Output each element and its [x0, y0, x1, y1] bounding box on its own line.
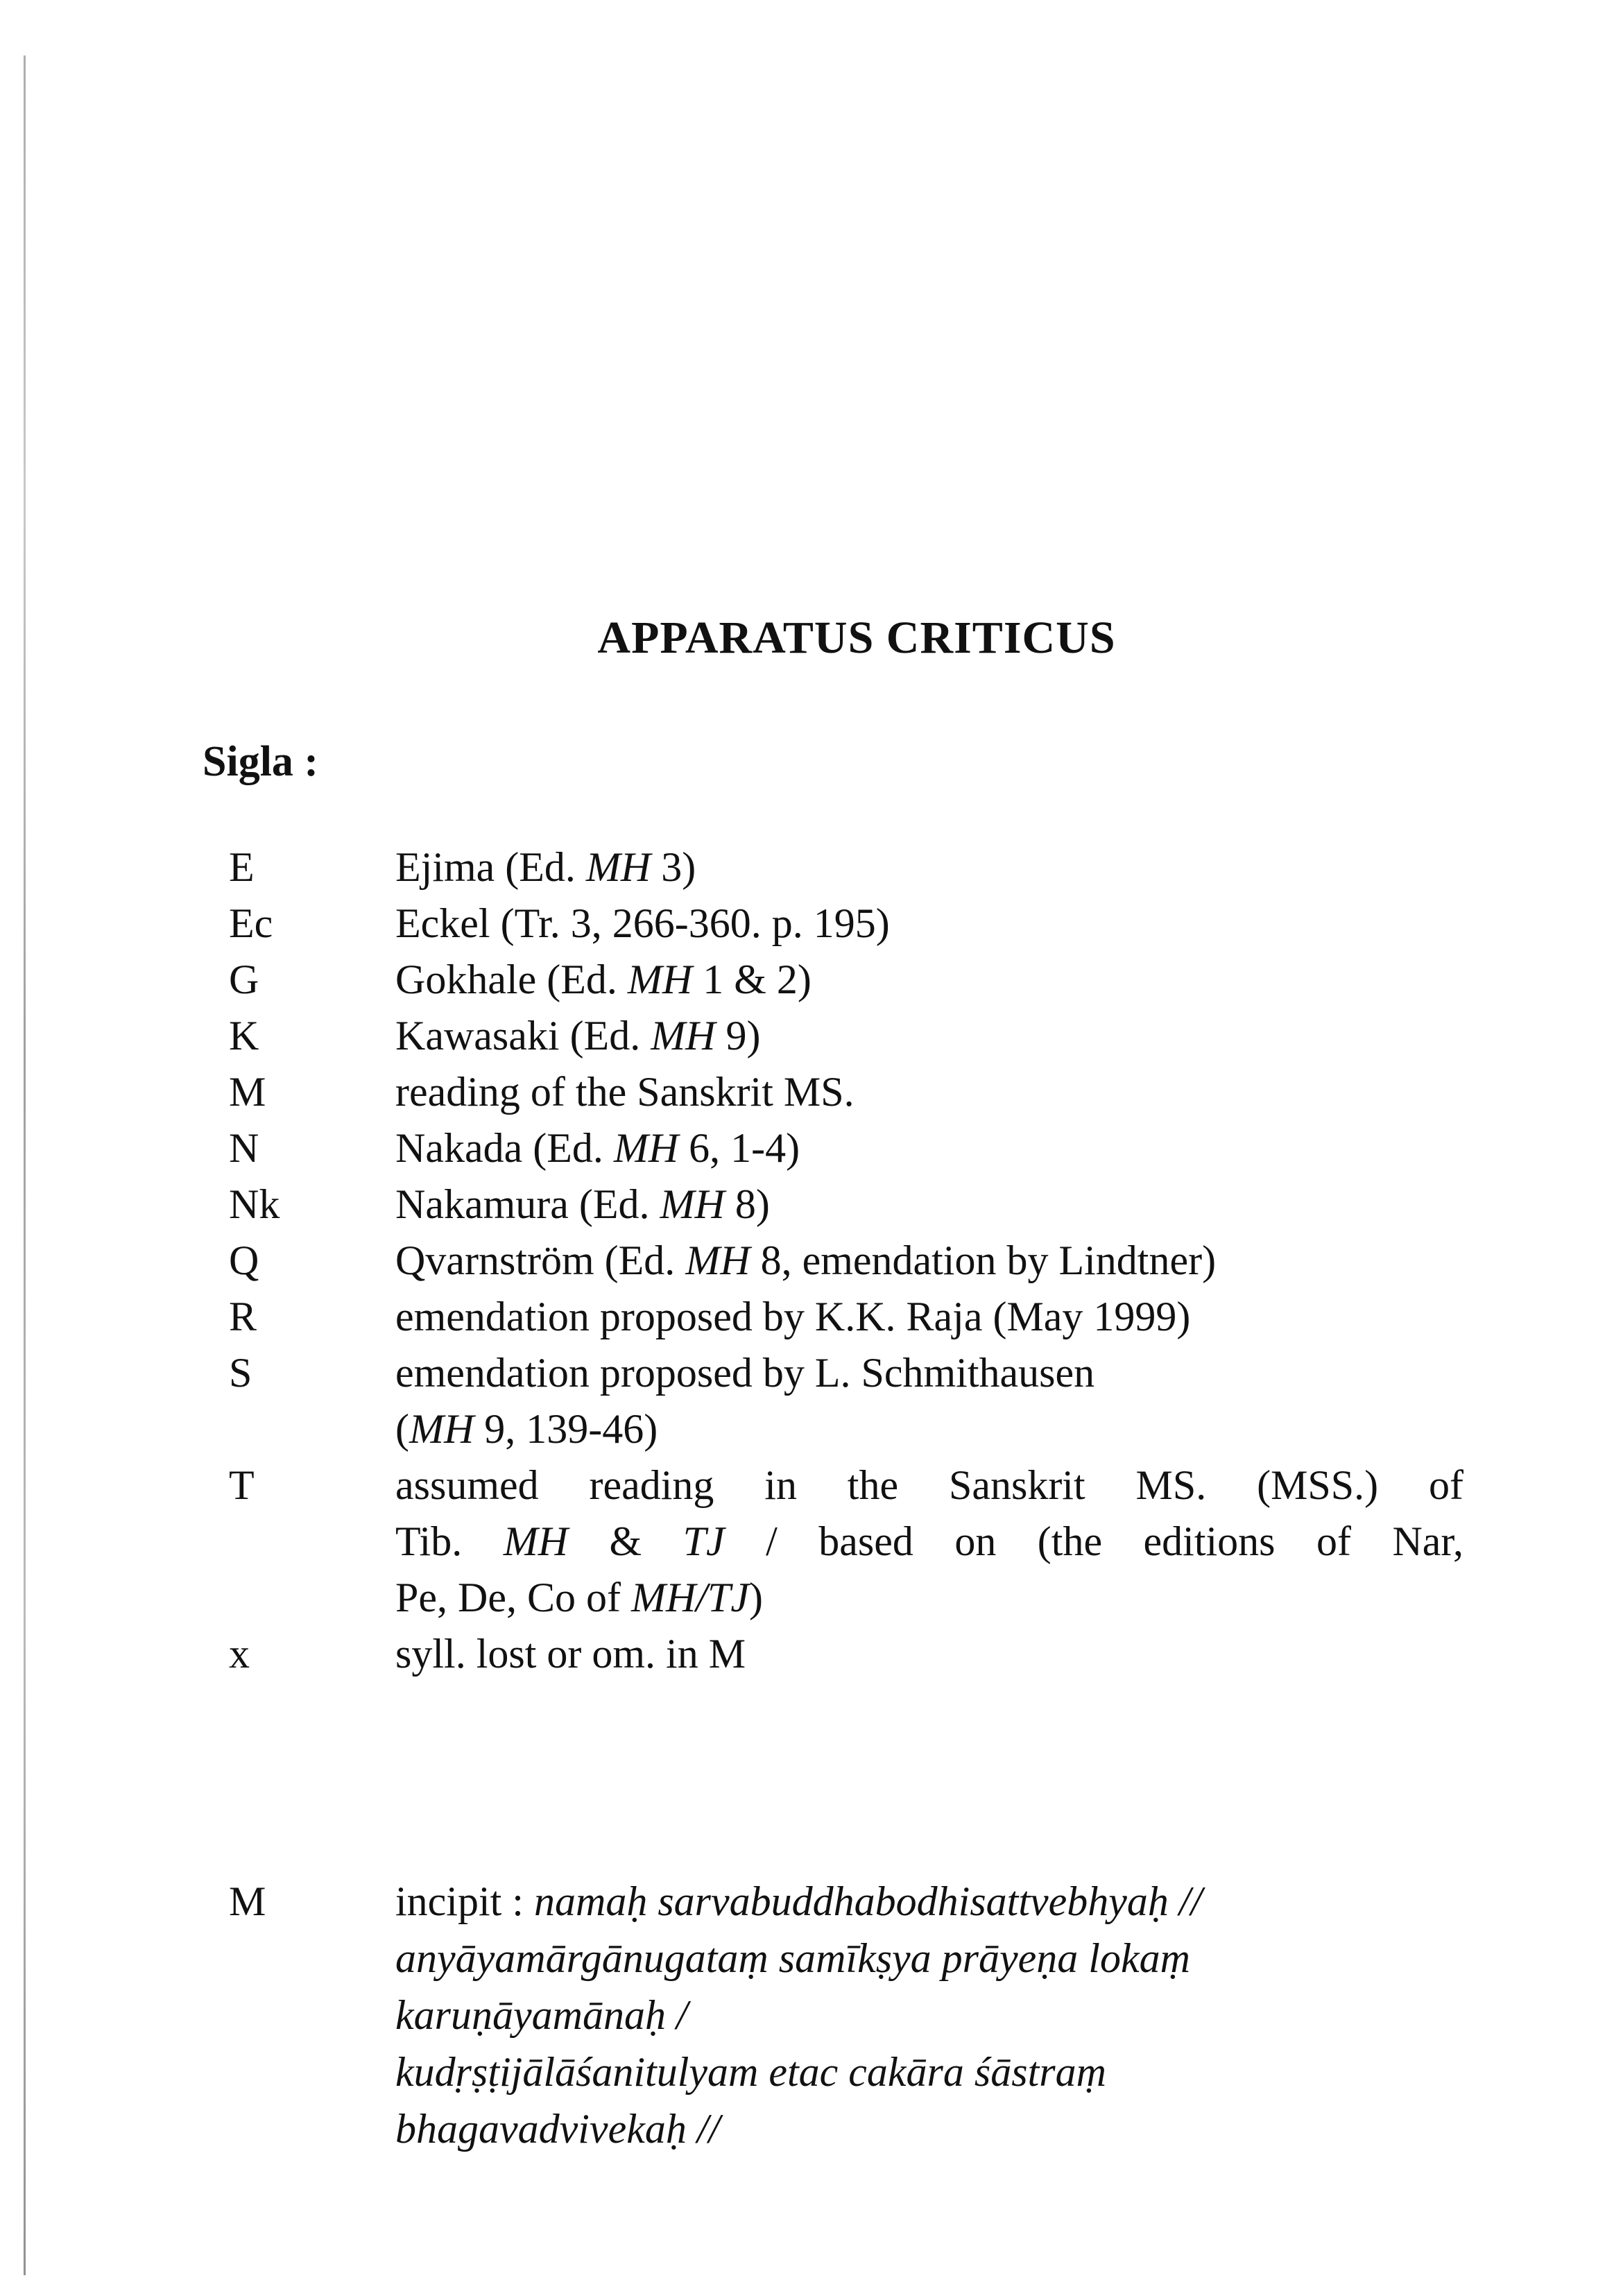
text-segment: MH/TJ	[630, 1575, 749, 1620]
text-segment: MH	[685, 1237, 750, 1283]
sigla-entry	[229, 1233, 1463, 1289]
text-segment: (	[395, 1406, 409, 1452]
text-segment: TJ	[682, 1518, 725, 1564]
text-segment: anyāyamārgānugataṃ samīkṣya prāyeṇa lokaṃ	[395, 1935, 1190, 1981]
siglum-description	[395, 1457, 1463, 1626]
text-line	[395, 1930, 1463, 1987]
text-line	[395, 1008, 1463, 1064]
siglum: R	[229, 1294, 257, 1339]
siglum-description	[395, 1176, 1463, 1233]
text-segment: Nakada (Ed.	[395, 1125, 614, 1171]
text-line	[395, 1457, 1463, 1514]
siglum: G	[229, 957, 259, 1002]
siglum: K	[229, 1013, 259, 1059]
sigla-entry	[229, 1008, 1463, 1064]
text-line	[395, 1626, 1463, 1682]
text-segment: MH	[660, 1181, 725, 1227]
sigla-entry	[229, 1626, 1463, 1682]
sigla-entry	[229, 896, 1463, 952]
siglum-description	[395, 1120, 1463, 1176]
incipit-block	[229, 1873, 1463, 2157]
sigla-entry	[229, 1289, 1463, 1345]
text-segment: 8, emendation by Lindtner)	[750, 1237, 1217, 1283]
text-segment: MH	[409, 1406, 474, 1452]
text-line	[395, 839, 1463, 896]
siglum-description	[395, 1064, 1463, 1120]
siglum: S	[229, 1350, 252, 1396]
text-segment: assumed reading in the Sanskrit MS. (MSS.) of	[395, 1462, 1463, 1508]
siglum: N	[229, 1125, 259, 1171]
siglum: Nk	[229, 1181, 280, 1227]
text-segment: karuṇāyamānaḥ /	[395, 1992, 688, 2038]
siglum-description	[395, 952, 1463, 1008]
text-segment: Tib.	[395, 1518, 504, 1564]
siglum-description	[395, 1233, 1463, 1289]
siglum: T	[229, 1462, 255, 1508]
text-segment: Pe, De, Co of	[395, 1575, 631, 1620]
text-segment: MH	[585, 844, 651, 890]
text-segment: kudṛṣṭijālāśanitulyam etac cakāra śāstraṃ	[395, 2049, 1106, 2095]
sigla-entry	[229, 1457, 1463, 1626]
text-line	[395, 1289, 1463, 1345]
text-segment: bhagavadvivekaḥ //	[395, 2106, 721, 2152]
text-line	[395, 896, 1463, 952]
text-segment: 1 & 2)	[692, 957, 812, 1002]
text-line	[395, 1064, 1463, 1120]
text-line	[395, 1570, 1463, 1626]
text-line	[395, 1401, 1463, 1457]
text-segment: / based on (the editions of Nar,	[724, 1518, 1464, 1564]
text-line	[395, 1514, 1463, 1570]
text-segment: Ejima (Ed.	[395, 844, 586, 890]
page-title: APPARATUS CRITICUS	[597, 612, 1116, 663]
siglum-description	[395, 1345, 1463, 1457]
text-segment: emendation proposed by L. Schmithausen	[395, 1350, 1095, 1396]
siglum: E	[229, 844, 255, 890]
text-segment: incipit :	[395, 1878, 534, 1924]
siglum: x	[229, 1631, 250, 1677]
text-segment: 9, 139-46)	[474, 1406, 658, 1452]
sigla-heading: Sigla :	[203, 738, 319, 785]
text-segment: reading of the Sanskrit MS.	[395, 1069, 855, 1115]
text-segment: Kawasaki (Ed.	[395, 1013, 651, 1059]
siglum: Q	[229, 1237, 259, 1283]
incipit-text	[395, 1873, 1463, 2157]
text-segment: 6, 1-4)	[678, 1125, 800, 1171]
sigla-entry	[229, 1120, 1463, 1176]
text-line	[395, 1120, 1463, 1176]
siglum: M	[229, 1069, 266, 1115]
siglum-description	[395, 1289, 1463, 1345]
text-line	[395, 2100, 1463, 2157]
text-segment: 8)	[724, 1181, 770, 1227]
text-line	[395, 1233, 1463, 1289]
text-segment: 3)	[651, 844, 696, 890]
page-edge-shadow	[24, 55, 26, 2275]
text-segment: MH	[613, 1125, 679, 1171]
text-segment: MH	[627, 957, 693, 1002]
siglum-description	[395, 839, 1463, 896]
text-segment: Eckel (Tr. 3, 266-360. p. 195)	[395, 900, 890, 946]
sigla-entry	[229, 1345, 1463, 1457]
sigla-entry	[229, 1176, 1463, 1233]
siglum-description	[395, 1008, 1463, 1064]
text-segment: Qvarnström (Ed.	[395, 1237, 686, 1283]
text-segment: 9)	[715, 1013, 761, 1059]
text-line	[395, 1345, 1463, 1401]
incipit-siglum: M	[229, 1878, 266, 1924]
sigla-entry	[229, 952, 1463, 1008]
text-line	[395, 1873, 1463, 1930]
sigla-list	[229, 839, 1463, 1682]
text-segment: &	[568, 1518, 683, 1564]
sigla-entry	[229, 1064, 1463, 1120]
text-segment: MH	[651, 1013, 716, 1059]
sigla-entry	[229, 839, 1463, 896]
text-line	[395, 1987, 1463, 2044]
text-segment: MH	[503, 1518, 568, 1564]
text-segment: syll. lost or om. in M	[395, 1631, 746, 1677]
siglum: Ec	[229, 900, 273, 946]
text-segment: Gokhale (Ed.	[395, 957, 628, 1002]
text-line	[395, 2044, 1463, 2100]
siglum-description	[395, 896, 1463, 952]
text-segment: Nakamura (Ed.	[395, 1181, 660, 1227]
text-segment: namaḥ sarvabuddhabodhisattvebhyaḥ //	[533, 1878, 1203, 1924]
text-segment: emendation proposed by K.K. Raja (May 1999)	[395, 1294, 1191, 1339]
text-segment: )	[748, 1575, 763, 1620]
siglum-description	[395, 1626, 1463, 1682]
text-line	[395, 952, 1463, 1008]
text-line	[395, 1176, 1463, 1233]
